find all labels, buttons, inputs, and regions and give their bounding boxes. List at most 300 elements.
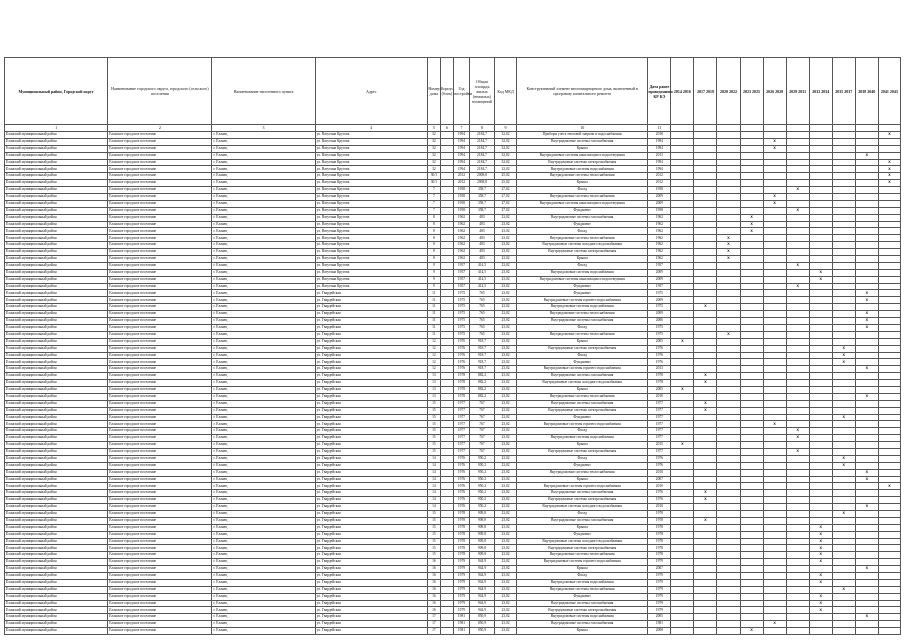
house-number-cell: 17	[427, 628, 440, 635]
period-cell	[878, 490, 900, 497]
district-cell: Еланский муниципальный район	[5, 414, 108, 421]
year-cell: 1979	[453, 607, 469, 614]
area-cell: 483	[469, 221, 494, 228]
element-cell: Фасад	[517, 228, 648, 235]
period-mark: X	[855, 290, 878, 297]
period-mark: X	[878, 180, 900, 187]
period-cell	[855, 400, 878, 407]
table-row	[5, 593, 901, 600]
period-cell	[763, 517, 786, 524]
period-cell	[717, 359, 740, 366]
period-cell	[740, 359, 763, 366]
address-cell: ул. Ватутина Кругова	[315, 214, 427, 221]
code-cell: 32,02	[495, 145, 517, 152]
district-cell: Еланский муниципальный район	[5, 166, 108, 173]
locality-cell: г. Еланец	[212, 476, 315, 483]
settlement-cell: Еланское городское поселение	[108, 290, 212, 297]
period-cell	[878, 207, 900, 214]
period-cell	[786, 297, 809, 304]
period-cell	[671, 249, 694, 256]
year-cell: 1994	[453, 138, 469, 145]
column-number-row	[5, 125, 901, 132]
year-cell: 1962	[453, 221, 469, 228]
period-cell	[855, 490, 878, 497]
col-header-period: 2038 2040	[855, 58, 878, 125]
year-cell: 1976	[453, 366, 469, 373]
code-cell: 23,02	[495, 483, 517, 490]
locality-cell: г. Еланец	[212, 593, 315, 600]
period-cell	[809, 345, 832, 352]
period-cell	[763, 490, 786, 497]
period-cell	[671, 559, 694, 566]
table-row	[5, 566, 901, 573]
prev-date-cell: 2005	[648, 338, 671, 345]
period-cell	[740, 386, 763, 393]
period-mark: X	[717, 331, 740, 338]
period-cell	[832, 318, 855, 325]
address-cell: ул. Ватутина Кругова	[315, 132, 427, 139]
period-cell	[717, 614, 740, 621]
element-cell: Внутридомовые системы электроснабжения	[517, 159, 648, 166]
element-cell: Внутридомовые системы газоснабжения	[517, 600, 648, 607]
period-mark: X	[878, 173, 900, 180]
period-cell	[809, 504, 832, 511]
prev-date-cell: 1975	[648, 304, 671, 311]
period-cell	[694, 318, 717, 325]
element-cell: Внутридомовые системы водоснабжения	[517, 579, 648, 586]
period-cell	[694, 593, 717, 600]
area-cell: 483	[469, 242, 494, 249]
element-cell: Внутридомовые системы горячего водоснабжения	[517, 559, 648, 566]
element-cell: Внутридомовые системы электроснабжения	[517, 497, 648, 504]
period-cell	[694, 166, 717, 173]
period-mark: X	[832, 586, 855, 593]
period-cell	[717, 573, 740, 580]
area-cell: 765	[469, 304, 494, 311]
address-cell: ул. Гвардейская	[315, 331, 427, 338]
period-cell	[832, 559, 855, 566]
period-mark: X	[855, 566, 878, 573]
period-cell	[694, 311, 717, 318]
settlement-cell: Еланское городское поселение	[108, 586, 212, 593]
house-number-cell: 14	[427, 469, 440, 476]
period-cell	[717, 442, 740, 449]
period-cell	[717, 324, 740, 331]
period-cell	[671, 276, 694, 283]
period-cell	[855, 545, 878, 552]
prev-date-cell: 2009	[648, 311, 671, 318]
address-cell: ул. Гвардейская	[315, 476, 427, 483]
period-cell	[671, 573, 694, 580]
house-number-cell: 12	[427, 338, 440, 345]
table-row	[5, 262, 901, 269]
period-cell	[671, 297, 694, 304]
year-cell: 1957	[453, 276, 469, 283]
prev-date-cell: 1962	[648, 228, 671, 235]
locality-cell: г. Еланец	[212, 435, 315, 442]
block-cell	[440, 256, 453, 263]
period-cell	[832, 579, 855, 586]
period-cell	[740, 531, 763, 538]
address-cell: ул. Ватутина Кругова	[315, 173, 427, 180]
period-cell	[855, 573, 878, 580]
period-cell	[832, 324, 855, 331]
table-row	[5, 579, 901, 586]
period-cell	[786, 304, 809, 311]
period-cell	[694, 600, 717, 607]
period-cell	[809, 145, 832, 152]
period-cell	[809, 462, 832, 469]
year-cell: 1976	[453, 497, 469, 504]
period-cell	[740, 407, 763, 414]
column-number: 7	[453, 125, 469, 132]
area-cell: 909,8	[469, 531, 494, 538]
col-header-element: Конструктивный элемент многоквартирного дома, включенный в программу капитального ремонта	[517, 58, 648, 125]
element-cell: Внутридомовые системы теплоснабжения	[517, 469, 648, 476]
period-cell	[878, 442, 900, 449]
period-cell	[740, 510, 763, 517]
code-cell: 23,02	[495, 428, 517, 435]
period-cell	[855, 462, 878, 469]
period-cell	[878, 531, 900, 538]
period-cell	[763, 276, 786, 283]
col-header-code: Код МКД	[495, 58, 517, 125]
period-cell	[786, 311, 809, 318]
period-cell	[763, 407, 786, 414]
address-cell: ул. Гвардейская	[315, 428, 427, 435]
period-cell	[740, 262, 763, 269]
settlement-cell: Еланское городское поселение	[108, 345, 212, 352]
locality-cell: г. Еланец	[212, 152, 315, 159]
house-number-cell: 11	[427, 331, 440, 338]
period-cell	[809, 476, 832, 483]
prev-date-cell: 1977	[648, 428, 671, 435]
period-cell	[717, 338, 740, 345]
period-cell	[763, 428, 786, 435]
period-cell	[671, 352, 694, 359]
area-cell: 2184,7	[469, 159, 494, 166]
period-cell	[855, 600, 878, 607]
element-cell: Внутридомовые системы горячего водоснабжения	[517, 366, 648, 373]
house-number-cell: 32	[427, 152, 440, 159]
period-cell	[717, 290, 740, 297]
table-row	[5, 407, 901, 414]
period-cell	[878, 345, 900, 352]
period-cell	[786, 276, 809, 283]
period-cell	[740, 242, 763, 249]
period-cell	[763, 373, 786, 380]
period-cell	[855, 269, 878, 276]
year-cell: 1957	[453, 269, 469, 276]
district-cell: Еланский муниципальный район	[5, 545, 108, 552]
year-cell: 1958	[453, 194, 469, 201]
area-cell: 944,9	[469, 579, 494, 586]
period-cell	[671, 531, 694, 538]
period-cell	[694, 469, 717, 476]
code-cell: 23,02	[495, 221, 517, 228]
code-cell: 23,02	[495, 297, 517, 304]
house-number-cell: 14	[427, 490, 440, 497]
period-cell	[671, 593, 694, 600]
area-cell: 2184,7	[469, 152, 494, 159]
period-cell	[878, 614, 900, 621]
area-cell: 918,7	[469, 366, 494, 373]
period-cell	[809, 187, 832, 194]
area-cell: 765	[469, 290, 494, 297]
period-cell	[832, 531, 855, 538]
period-cell	[717, 152, 740, 159]
period-cell	[809, 249, 832, 256]
element-cell: Фасад	[517, 573, 648, 580]
locality-cell: г. Еланец	[212, 380, 315, 387]
house-number-cell: 13	[427, 373, 440, 380]
period-cell	[694, 442, 717, 449]
period-cell	[832, 497, 855, 504]
district-cell: Еланский муниципальный район	[5, 600, 108, 607]
address-cell: ул. Гвардейская	[315, 414, 427, 421]
table-row	[5, 455, 901, 462]
period-mark: X	[855, 324, 878, 331]
period-cell	[671, 407, 694, 414]
table-row	[5, 476, 901, 483]
locality-cell: г. Еланец	[212, 400, 315, 407]
period-cell	[878, 242, 900, 249]
period-cell	[878, 276, 900, 283]
locality-cell: г. Еланец	[212, 173, 315, 180]
period-mark: X	[740, 214, 763, 221]
period-cell	[671, 152, 694, 159]
prev-date-cell: 2013	[648, 152, 671, 159]
settlement-cell: Еланское городское поселение	[108, 283, 212, 290]
period-cell	[763, 242, 786, 249]
period-cell	[855, 352, 878, 359]
district-cell: Еланский муниципальный район	[5, 331, 108, 338]
period-cell	[763, 448, 786, 455]
district-cell: Еланский муниципальный район	[5, 290, 108, 297]
period-cell	[855, 552, 878, 559]
period-cell	[740, 593, 763, 600]
table-row	[5, 559, 901, 566]
block-cell	[440, 318, 453, 325]
period-cell	[740, 442, 763, 449]
col-header-house-number: Номер дома	[427, 58, 440, 125]
period-cell	[786, 504, 809, 511]
code-cell: 32,02	[495, 152, 517, 159]
area-cell: 882,2	[469, 380, 494, 387]
settlement-cell: Еланское городское поселение	[108, 207, 212, 214]
period-cell	[717, 173, 740, 180]
period-mark: X	[786, 448, 809, 455]
locality-cell: г. Еланец	[212, 235, 315, 242]
house-number-cell: 11	[427, 324, 440, 331]
address-cell: ул. Ватутина Кругова	[315, 228, 427, 235]
area-cell: 944,9	[469, 593, 494, 600]
period-cell	[786, 256, 809, 263]
locality-cell: г. Еланец	[212, 214, 315, 221]
period-cell	[786, 386, 809, 393]
period-cell	[671, 524, 694, 531]
period-cell	[809, 152, 832, 159]
block-cell	[440, 448, 453, 455]
period-cell	[740, 414, 763, 421]
element-cell: Крыша	[517, 566, 648, 573]
area-cell: 909,8	[469, 517, 494, 524]
period-cell	[763, 455, 786, 462]
period-cell	[740, 276, 763, 283]
address-cell: ул. Гвардейская	[315, 566, 427, 573]
prev-date-cell: 2009	[648, 194, 671, 201]
locality-cell: г. Еланец	[212, 573, 315, 580]
period-mark: X	[878, 166, 900, 173]
block-cell	[440, 145, 453, 152]
house-number-cell: 17	[427, 614, 440, 621]
district-cell: Еланский муниципальный район	[5, 621, 108, 628]
locality-cell: г. Еланец	[212, 180, 315, 187]
code-cell: 32,02	[495, 166, 517, 173]
address-cell: ул. Ватутина Кругова	[315, 194, 427, 201]
period-cell	[671, 455, 694, 462]
code-cell: 23,02	[495, 552, 517, 559]
block-cell	[440, 242, 453, 249]
year-cell: 1979	[453, 586, 469, 593]
element-cell: Крыша	[517, 476, 648, 483]
area-cell: 950,2	[469, 462, 494, 469]
column-number: 10	[517, 125, 648, 132]
table-row	[5, 393, 901, 400]
code-cell: 27,02	[495, 207, 517, 214]
period-cell	[786, 607, 809, 614]
period-cell	[694, 173, 717, 180]
period-cell	[763, 132, 786, 139]
district-cell: Еланский муниципальный район	[5, 552, 108, 559]
element-cell: Внутридомовые системы горячего водоснабжения	[517, 483, 648, 490]
period-mark: X	[855, 297, 878, 304]
area-cell: 950,2	[469, 490, 494, 497]
block-cell	[440, 600, 453, 607]
house-number-cell: 12	[427, 366, 440, 373]
prev-date-cell: 1957	[648, 262, 671, 269]
element-cell: Внутридомовые системы холодного водоснабжения	[517, 380, 648, 387]
period-cell	[855, 345, 878, 352]
code-cell: 23,02	[495, 531, 517, 538]
period-mark: X	[878, 132, 900, 139]
prev-date-cell: 2009	[648, 269, 671, 276]
area-cell: 882,2	[469, 393, 494, 400]
period-cell	[855, 414, 878, 421]
period-cell	[832, 366, 855, 373]
district-cell: Еланский муниципальный район	[5, 579, 108, 586]
period-cell	[694, 242, 717, 249]
house-number-cell: 12	[427, 359, 440, 366]
house-number-cell: 11	[427, 311, 440, 318]
district-cell: Еланский муниципальный район	[5, 628, 108, 635]
column-number: 9	[495, 125, 517, 132]
period-cell	[786, 249, 809, 256]
code-cell: 23,02	[495, 469, 517, 476]
house-number-cell: 11	[427, 297, 440, 304]
period-cell	[855, 517, 878, 524]
period-cell	[786, 366, 809, 373]
block-cell	[440, 559, 453, 566]
year-cell: 1977	[453, 428, 469, 435]
period-cell	[809, 497, 832, 504]
period-cell	[855, 214, 878, 221]
district-cell: Еланский муниципальный район	[5, 187, 108, 194]
period-cell	[671, 510, 694, 517]
address-cell: ул. Гвардейская	[315, 400, 427, 407]
address-cell: ул. Ватутина Кругова	[315, 242, 427, 249]
year-cell: 1975	[453, 290, 469, 297]
settlement-cell: Еланское городское поселение	[108, 476, 212, 483]
period-cell	[717, 462, 740, 469]
area-cell: 414,5	[469, 283, 494, 290]
period-cell	[740, 318, 763, 325]
settlement-cell: Еланское городское поселение	[108, 614, 212, 621]
period-cell	[809, 324, 832, 331]
element-cell: Фундамент	[517, 221, 648, 228]
period-cell	[740, 455, 763, 462]
area-cell: 483	[469, 256, 494, 263]
area-cell: 2184,7	[469, 132, 494, 139]
table-row	[5, 504, 901, 511]
settlement-cell: Еланское городское поселение	[108, 593, 212, 600]
period-cell	[855, 373, 878, 380]
period-cell	[878, 469, 900, 476]
settlement-cell: Еланское городское поселение	[108, 510, 212, 517]
block-cell	[440, 469, 453, 476]
period-mark: X	[694, 373, 717, 380]
block-cell	[440, 207, 453, 214]
period-cell	[832, 442, 855, 449]
period-cell	[763, 586, 786, 593]
code-cell: 23,02	[495, 455, 517, 462]
year-cell: 1976	[453, 476, 469, 483]
period-cell	[786, 269, 809, 276]
period-cell	[878, 235, 900, 242]
area-cell: 909,8	[469, 524, 494, 531]
code-cell: 25,02	[495, 173, 517, 180]
prev-date-cell: 1958	[648, 207, 671, 214]
element-cell: Приборы учета тепловой энергии и водоснабжения	[517, 132, 648, 139]
period-cell	[694, 207, 717, 214]
year-cell: 1975	[453, 331, 469, 338]
period-cell	[763, 614, 786, 621]
address-cell: ул. Гвардейская	[315, 345, 427, 352]
code-cell: 32,02	[495, 132, 517, 139]
period-cell	[763, 166, 786, 173]
house-number-cell: 32	[427, 145, 440, 152]
table-row	[5, 297, 901, 304]
table-row	[5, 200, 901, 207]
settlement-cell: Еланское городское поселение	[108, 324, 212, 331]
period-cell	[809, 566, 832, 573]
period-cell	[740, 297, 763, 304]
element-cell: Внутридомовые системы водоснабжения	[517, 304, 648, 311]
period-cell	[671, 469, 694, 476]
year-cell: 1976	[453, 338, 469, 345]
prev-date-cell: 1976	[648, 345, 671, 352]
period-cell	[717, 318, 740, 325]
year-cell: 1962	[453, 235, 469, 242]
element-cell: Внутридомовые системы газоснабжения	[517, 490, 648, 497]
period-cell	[763, 386, 786, 393]
period-cell	[763, 345, 786, 352]
element-cell: Внутридомовые системы холодного водоснабжения	[517, 538, 648, 545]
period-cell	[809, 510, 832, 517]
period-cell	[694, 414, 717, 421]
table-row	[5, 166, 901, 173]
period-cell	[809, 359, 832, 366]
